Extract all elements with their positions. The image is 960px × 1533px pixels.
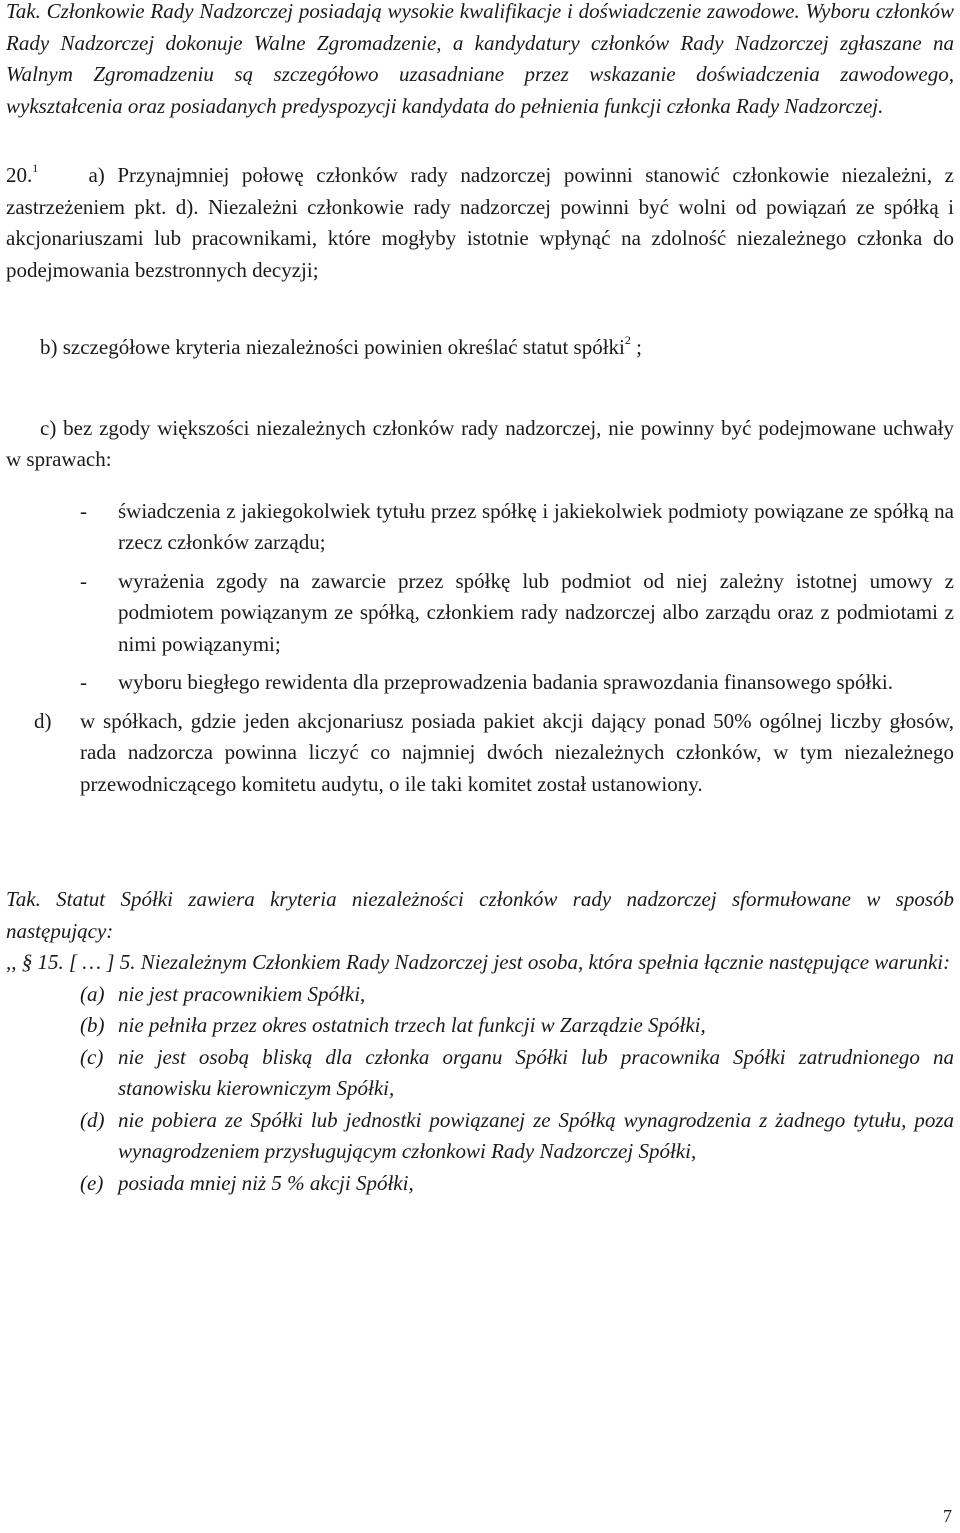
- dash-marker: -: [80, 568, 87, 593]
- intro-paragraph: Tak. Członkowie Rady Nadzorczej posiadają wysokie kwalifikacje i doświadczenie zawodowe. Wyboru członków Rady Nadzorczej dokonuje Walne Zgromadzenie, a kandydatury członków Rady Nadzorczej zgłaszane na Walnym Zgromadzeniu są szczegółowo uzasadniane przez wskazanie doświadczenia zawodowego, wykształcenia oraz posiadanych predyspozycji kandydata do pełnienia funkcji członka Rady Nadzorczej.: [6, 0, 954, 118]
- section-20-para-a: [6, 160, 954, 286]
- criteria-text: posiada mniej niż 5 % akcji Spółki,: [118, 1170, 414, 1195]
- page-number: 7: [943, 1506, 952, 1526]
- para-d-label: d): [34, 708, 52, 733]
- dash-item-text: wyrażenia zgody na zawarcie przez spółkę lub podmiot od niej zależny istotnej umowy z podmiotem powiązanym ze spółką, członkiem rady nadzorczej albo zarządu oraz z podmiotami z nimi powiązanymi;: [118, 568, 954, 656]
- footnote-ref-1: 1: [32, 161, 39, 175]
- dash-item: [6, 496, 954, 559]
- criteria-item: [6, 1105, 954, 1168]
- para-d-text: w spółkach, gdzie jeden akcjonariusz posiada pakiet akcji dający ponad 50% ogólnej liczby głosów, rada nadzorcza powinna liczyć co najmniej dwóch niezależnych członków, w tym niezależnego przewodniczącego komitetu audytu, o ile taki komitet został ustanowiony.: [80, 708, 954, 796]
- criteria-label: (d): [80, 1107, 105, 1132]
- criteria-item: [6, 1168, 954, 1200]
- footnote-ref-2: 2: [624, 333, 631, 347]
- section-20-para-b: [6, 332, 954, 364]
- para-b-end: ;: [630, 335, 642, 359]
- criteria-text: nie jest osobą bliską dla członka organu Spółki lub pracownika Spółki zatrudnionego na stanowisku kierowniczym Spółki,: [118, 1044, 954, 1100]
- para-a-text: a) Przynajmniej połowę członków rady nadzorczej powinni stanowić członkowie niezależni, z zastrzeżeniem pkt. d). Niezależni członkowie rady nadzorczej powinni być wolni od powiązań ze spółką i akcjonariuszami lub pracownikami, które mogłyby istotnie wpłynąć na zdolność niezależnego członka do podejmowania bezstronnych decyzji;: [6, 163, 955, 282]
- criteria-label: (a): [80, 981, 105, 1006]
- criteria-text: nie jest pracownikiem Spółki,: [118, 981, 366, 1006]
- section-20-para-c: c) bez zgody większości niezależnych członków rady nadzorczej, nie powinny być podejmowane uchwały w sprawach:: [6, 415, 954, 471]
- dash-marker: -: [80, 498, 87, 523]
- criteria-item: [6, 979, 954, 1011]
- criteria-text: nie pełniła przez okres ostatnich trzech lat funkcji w Zarządzie Spółki,: [118, 1013, 706, 1037]
- criteria-item: [6, 1042, 954, 1105]
- criteria-item: [6, 1010, 954, 1042]
- dash-marker: -: [80, 670, 87, 694]
- dash-item-text: świadczenia z jakiegokolwiek tytułu przez spółkę i jakiekolwiek podmioty powiązane ze spółką na rzecz członków zarządu;: [118, 498, 954, 554]
- dash-item-text: wyboru biegłego rewidenta dla przeprowadzenia badania sprawozdania finansowego spółki.: [118, 670, 893, 694]
- criteria-label: (e): [80, 1170, 104, 1195]
- statut-criteria-list: [6, 979, 954, 1200]
- para-b-text: b) szczegółowe kryteria niezależności powinien określać statut spółki: [40, 335, 625, 359]
- section-20-para-d: [6, 706, 954, 801]
- section-number: 20.: [6, 163, 33, 187]
- criteria-label: (b): [80, 1013, 105, 1037]
- statut-intro: Tak. Statut Spółki zawiera kryteria niezależności członków rady nadzorczej sformułowane w sposób następujący:: [6, 887, 954, 943]
- document-page: [6, 0, 954, 1199]
- criteria-label: (c): [80, 1044, 104, 1069]
- dash-item: [6, 566, 954, 661]
- statut-quote-lead: ,, § 15. [ … ] 5. Niezależnym Członkiem Rady Nadzorczej jest osoba, która spełnia łącznie następujące warunki:: [6, 950, 951, 974]
- dash-item: [6, 667, 954, 699]
- dash-list: [6, 496, 954, 699]
- criteria-text: nie pobiera ze Spółki lub jednostki powiązanej ze Spółką wynagrodzenia z żadnego tytułu, poza wynagrodzeniem przysługującym członkowi Rady Nadzorczej Spółki,: [118, 1107, 954, 1163]
